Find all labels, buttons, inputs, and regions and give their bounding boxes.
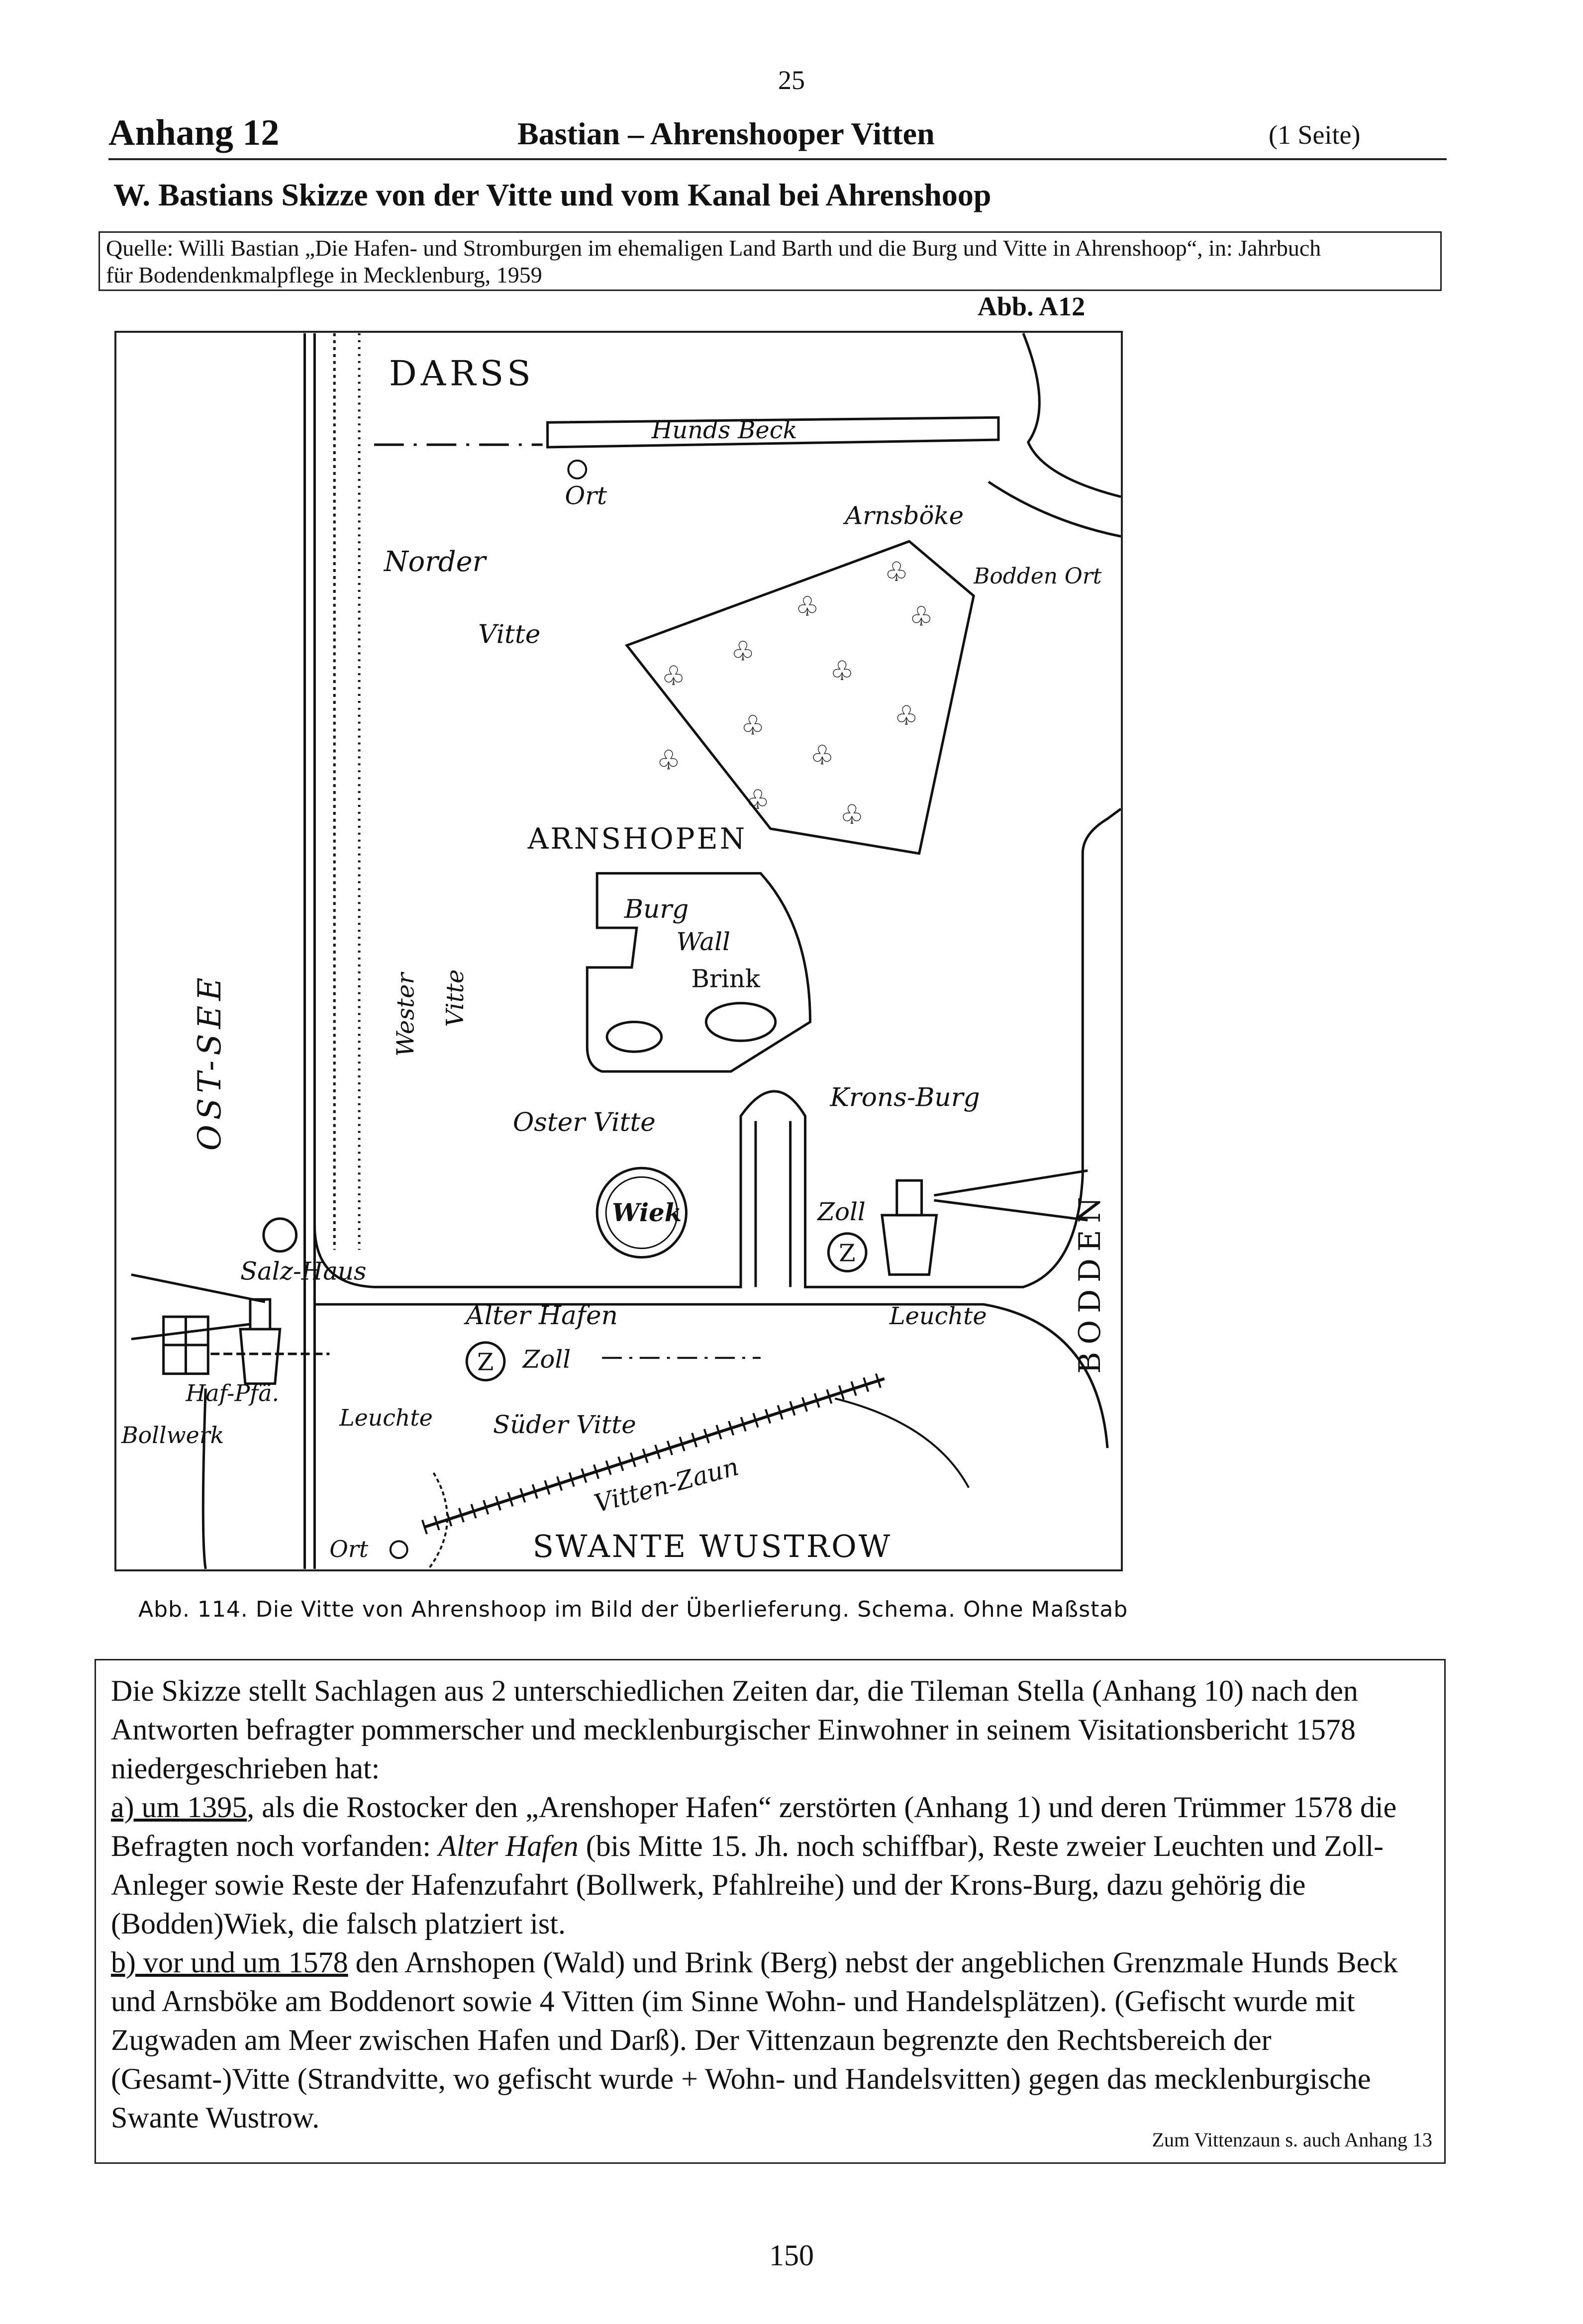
leuchte-left-icon [131,1274,329,1383]
label-zoll-left: Zoll [522,1345,571,1374]
label-norder: Norder [384,546,486,579]
label-wester: Wester [392,972,420,1057]
salz-haus-icon [264,1219,297,1252]
label-wall: Wall [676,927,730,957]
svg-text:♧: ♧ [656,744,681,776]
label-vitte: Vitte [478,619,541,650]
label-haf-pfaehle: Haf-Pfä. [186,1379,280,1407]
figure-label: Abb. A12 [978,291,1086,321]
canal [314,809,1121,1448]
source-line-2: für Bodendenkmalpflege in Mecklenburg, 1959 [106,262,542,288]
svg-text:Z: Z [839,1240,856,1267]
page-number-top: 25 [778,65,805,95]
source-box [99,231,1442,291]
label-zoll-right: Zoll [817,1197,866,1226]
paragraph-b: b) vor und um 1578 den Arnshopen (Wald) und Brink (Berg) nebst der angeblichen Grenzmale Hunds Beck und Arnsböke am Boddenort sowie 4 Vitten (im Sinne Wohn- und Handelsplätzen). (Gefischt wurde mit Zugwaden am Meer zwischen Hafen und Darß). Der Vittenzaun begrenzte den Rechtsbereich der (Gesamt-)Vitte (Strandvitte, wo gefischt wurde + Wohn- und Handelsvitten) gegen das mecklenburgische Swante Wustrow. [111,1946,1398,2134]
label-burg: Burg [624,894,689,925]
source-line-1: Quelle: Willi Bastian „Die Hafen- und Stromburgen im ehemaligen Land Barth und die Burg und Vitte in Ahrenshoop“, in: Jahrbuch [106,235,1321,261]
section-title: W. Bastians Skizze von der Vitte und vom Kanal bei Ahrenshoop [113,177,991,212]
label-ort-top: Ort [565,481,607,510]
label-hunds-beck: Hunds Beck [651,417,797,445]
svg-text:♧: ♧ [745,784,770,816]
page-number-bottom: 150 [769,2239,814,2272]
burg-pond-right [706,1003,775,1041]
header-title: Bastian – Ahrenshooper Vitten [517,116,935,151]
header-rule [108,158,1447,160]
svg-text:♧: ♧ [741,709,765,741]
label-wester-vitte: Vitte [442,969,470,1027]
label-arnshopen: ARNSHOPEN [527,821,747,856]
label-bodden: BODDEN [1073,1190,1108,1374]
ort-bottom-icon [391,1541,407,1558]
svg-text:♧: ♧ [661,660,686,692]
forest-area [627,541,974,854]
label-brink: Brink [691,964,760,993]
burg-pond-left [607,1022,662,1052]
label-alter-hafen: Alter Hafen [466,1301,618,1331]
label-bollwerk: Bollwerk [121,1422,224,1449]
label-salz-haus: Salz-Haus [240,1257,367,1286]
label-krons-burg: Krons-Burg [830,1082,980,1113]
svg-text:♧: ♧ [830,655,854,687]
ort-top-icon [568,461,586,479]
label-vitten-zaun: Vitten-Zaun [591,1452,742,1519]
label-oster-vitte: Oster Vitte [512,1107,656,1138]
label-ost-see: OST-SEE [192,972,229,1151]
label-arnsboke: Arnsböke [845,501,964,530]
tree-icons [657,556,933,830]
page-count: (1 Seite) [1269,120,1361,150]
paragraph-intro: Die Skizze stellt Sachlagen aus 2 unterschiedlichen Zeiten dar, die Tileman Stella (Anhang 10) nach den Antworten befragter pommerscher und mecklenburgischer Einwohner in seinem Visitationsbericht 1578 niedergeschrieben hat: [111,1674,1358,1785]
paragraph-a: a) um 1395, als die Rostocker den „Arenshoper Hafen“ zerstörten (Anhang 1) und deren Trümmer 1578 die Befragten noch vorfanden: Alter Hafen (bis Mitte 15. Jh. noch schiffbar), Reste zweier Leuchten und Zoll-Anleger sowie Reste der Hafenzufahrt (Bollwerk, Pfahlreihe) und der Krons-Burg, dazu gehörig die (Bodden)Wiek, die falsch platziert ist. [111,1791,1397,1940]
svg-text:♧: ♧ [909,600,933,632]
svg-text:♧: ♧ [884,556,909,587]
label-leuchte-left: Leuchte [339,1404,433,1432]
label-darss: DARSS [389,353,535,394]
label-swante-wustrow: SWANTE WUSTROW [532,1529,892,1565]
explanation-box [95,1659,1446,2164]
figure-caption: Abb. 114. Die Vitte von Ahrenshoop im Bild der Überlieferung. Schema. Ohne Maßstab [138,1597,1128,1622]
label-wiek: Wiek [612,1197,682,1227]
svg-text:♧: ♧ [894,699,919,731]
coast-lines [305,333,360,1569]
map-svg [116,333,1121,1569]
label-leuchte-right: Leuchte [889,1303,987,1331]
svg-text:♧: ♧ [731,635,755,667]
map-sketch [114,331,1123,1571]
svg-text:♧: ♧ [840,799,864,831]
appendix-label: Anhang 12 [108,112,280,153]
label-bodden-ort: Bodden Ort [974,563,1102,589]
box-note: Zum Vittenzaun s. auch Anhang 13 [1152,2129,1432,2151]
leuchte-right-icon [882,1170,1088,1274]
svg-text:Z: Z [477,1349,494,1376]
svg-text:♧: ♧ [795,590,819,622]
vitten-zaun-line [424,1379,885,1528]
label-ort-bottom: Ort [329,1536,369,1563]
svg-text:♧: ♧ [810,739,834,771]
label-sueder-vitte: Süder Vitte [493,1410,636,1440]
